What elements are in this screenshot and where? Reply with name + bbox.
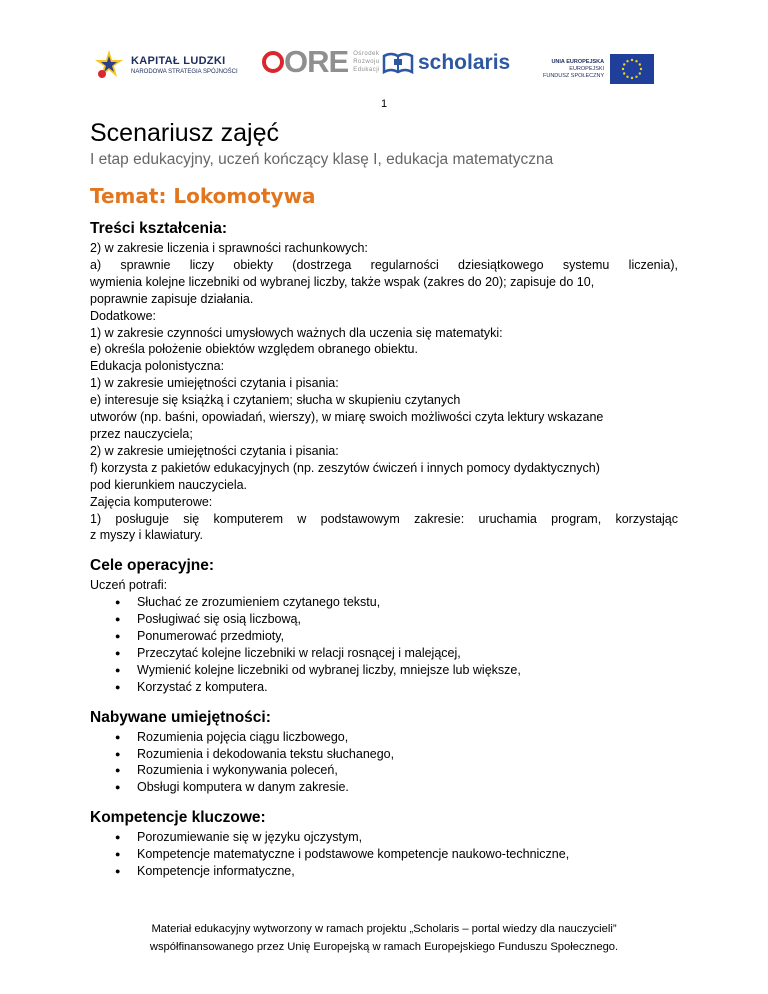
kompetencje-list	[90, 829, 678, 880]
kapital-ludzki-logo	[93, 48, 238, 82]
tresci-line: 2) w zakresie umiejętności czytania i pisania:	[90, 443, 339, 458]
tresci-line: f) korzysta z pakietów edukacyjnych (np. zeszytów ćwiczeń i innych pomocy dydaktycznych)	[90, 460, 600, 475]
kompetencje-heading: Kompetencje kluczowe:	[90, 809, 266, 827]
tresci-line: e) określa położenie obiektów względem obranego obiektu.	[90, 342, 418, 357]
ore-name: ORE	[284, 44, 349, 79]
eu-flag-icon	[610, 54, 654, 84]
cele-intro: Uczeń potrafi:	[90, 578, 168, 593]
ore-sub-3: Edukacji	[353, 66, 380, 73]
page-title: Scenariusz zajęć	[90, 119, 279, 147]
scholaris-book-icon	[381, 50, 415, 76]
tresci-line: 1) posługuje się komputerem w podstawowym zakresie: uruchamia program, korzystając	[90, 511, 678, 526]
footer-line-1: Materiał edukacyjny wytworzony w ramach projektu „Scholaris – portal wiedzy dla nauczycieli”	[151, 923, 617, 935]
cele-heading: Cele operacyjne:	[90, 557, 215, 575]
eu-line-3: FUNDUSZ SPOŁECZNY	[543, 72, 605, 79]
cele-list	[90, 594, 678, 695]
umiejetnosci-heading: Nabywane umiejętności:	[90, 708, 271, 726]
list-item: ● Ponumerować przedmioty,	[90, 628, 678, 645]
list-item: ● Przeczytać kolejne liczebniki w relacji rosnącej i malejącej,	[90, 645, 678, 662]
kapital-ludzki-star-icon	[93, 48, 125, 82]
tresci-line: przez nauczyciela;	[90, 426, 193, 441]
footer	[0, 920, 768, 956]
page-number: 1	[380, 98, 388, 110]
scholaris-logo	[381, 50, 510, 76]
logo-bar	[0, 44, 768, 94]
tresci-line: 1) w zakresie umiejętności czytania i pisania:	[90, 376, 339, 391]
ore-sub-1: Ośrodek	[353, 50, 380, 57]
kapital-ludzki-title: KAPITAŁ LUDZKI	[131, 54, 226, 67]
eu-logo	[543, 54, 654, 84]
list-item: ● Wymienić kolejne liczebniki od wybranej liczby, mniejsze lub większe,	[90, 662, 678, 679]
tresci-line: utworów (np. baśni, opowiadań, wierszy), w miarę swoich możliwości czyta lektury wskazane	[90, 410, 604, 425]
tresci-line: 1) w zakresie czynności umysłowych ważnych dla uczenia się matematyki:	[90, 325, 503, 340]
eu-line-2: EUROPEJSKI	[569, 65, 605, 72]
list-item: ● Kompetencje matematyczne i podstawowe kompetencje naukowo-techniczne,	[90, 846, 678, 863]
list-item: ● Rozumienia pojęcia ciągu liczbowego,	[90, 729, 678, 746]
tresci-line: poprawnie zapisuje działania.	[90, 291, 254, 306]
list-item: ● Posługiwać się osią liczbową,	[90, 611, 678, 628]
ore-circle-icon	[262, 50, 284, 74]
ore-logo	[262, 46, 380, 77]
tresci-line: Dodatkowe:	[90, 308, 157, 323]
tresci-heading: Treści kształcenia:	[90, 220, 227, 237]
list-item: ● Kompetencje informatyczne,	[90, 863, 678, 880]
eu-line-1: UNIA EUROPEJSKA	[551, 58, 605, 65]
topic-heading: Temat: Lokomotywa	[90, 184, 316, 208]
tresci-line: a) sprawnie liczy obiekty (dostrzega regularności dziesiątkowego systemu liczenia),	[90, 257, 678, 272]
list-item: ● Rozumienia i wykonywania poleceń,	[90, 762, 678, 779]
list-item: ● Porozumiewanie się w języku ojczystym,	[90, 829, 678, 846]
scholaris-name: scholaris	[418, 51, 511, 74]
tresci-line: Zajęcia komputerowe:	[90, 494, 213, 509]
list-item: ● Korzystać z komputera.	[90, 679, 678, 696]
list-item: ● Słuchać ze zrozumieniem czytanego tekstu,	[90, 594, 678, 611]
umiejetnosci-list	[90, 729, 678, 797]
ore-sub-2: Rozwoju	[353, 58, 380, 65]
page-subtitle: I etap edukacyjny, uczeń kończący klasę I, edukacja matematyczna	[90, 151, 554, 168]
tresci-line: 2) w zakresie liczenia i sprawności rachunkowych:	[90, 241, 368, 255]
tresci-section	[90, 240, 678, 544]
tresci-line: z myszy i klawiatury.	[90, 528, 203, 543]
tresci-line: Edukacja polonistyczna:	[90, 359, 225, 374]
kapital-ludzki-subtitle: NARODOWA STRATEGIA SPÓJNOŚCI	[131, 68, 238, 75]
tresci-line: wymienia kolejne liczebniki od wybranej liczby, także wspak (zakres do 20); zapisuje do 10,	[90, 274, 595, 289]
list-item: ● Obsługi komputera w danym zakresie.	[90, 779, 678, 796]
document-body	[90, 118, 678, 880]
tresci-line: e) interesuje się książką i czytaniem; słucha w skupieniu czytanych	[90, 393, 461, 408]
tresci-line: pod kierunkiem nauczyciela.	[90, 477, 248, 492]
list-item: ● Rozumienia i dekodowania tekstu słuchanego,	[90, 746, 678, 763]
footer-line-2: współfinansowanego przez Unię Europejską w ramach Europejskiego Funduszu Społecznego.	[149, 941, 619, 953]
